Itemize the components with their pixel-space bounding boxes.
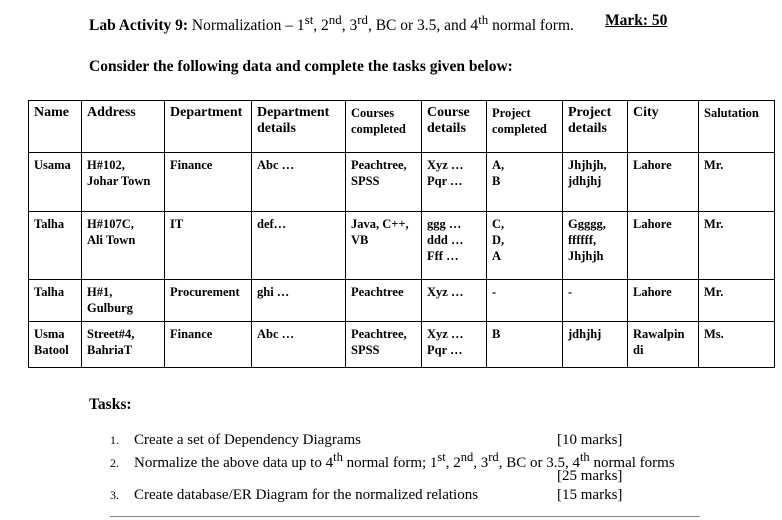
data-table [28,100,775,368]
table-cell: Peachtree, SPSS [346,153,422,212]
table-cell: Rawalpin di [628,322,699,368]
table-cell: Lahore [628,153,699,212]
table-cell: Peachtree [346,280,422,322]
task-marks-3: [15 marks] [557,487,623,503]
table-cell: Abc … [252,322,346,368]
table-row [29,322,775,368]
task-item-3 [110,487,478,504]
table-cell: H#107C, Ali Town [82,212,165,280]
divider [110,516,700,517]
table-cell: Jhjhjh, jdhjhj [563,153,628,212]
table-row [29,212,775,280]
table-cell: Lahore [628,280,699,322]
table-cell: A, B [487,153,563,212]
table-cell: Ggggg, ffffff, Jhjhjh [563,212,628,280]
table-cell: IT [165,212,252,280]
table-cell: H#102, Johar Town [82,153,165,212]
table-cell: jdhjhj [563,322,628,368]
column-header: Department [165,101,252,153]
task-number: 2. [110,456,119,470]
table-cell: Xyz … [422,280,487,322]
column-header: Department details [252,101,346,153]
column-header: Name [29,101,82,153]
table-header-row [29,101,775,153]
task-marks-2: [25 marks] [557,468,623,484]
task-text: Create database/ER Diagram for the normalized relations [134,487,479,503]
table-cell: ggg … ddd … Fff … [422,212,487,280]
page-title [89,12,574,35]
instruction-text: Consider the following data and complete the tasks given below: [89,58,513,75]
column-header: Project details [563,101,628,153]
task-number: 3. [110,488,119,502]
table-cell: Usma Batool [29,322,82,368]
column-header: Course details [422,101,487,153]
column-header: Address [82,101,165,153]
table-cell: ghi … [252,280,346,322]
table-cell: Procurement [165,280,252,322]
task-text: Normalize the above data up to 4th normal form; 1st, 2nd, 3rd, BC or 3.5, 4th normal forms [134,450,675,471]
lab-title: Normalization – 1st, 2nd, 3rd, BC or 3.5, and 4th normal form. [191,12,574,35]
table-row [29,153,775,212]
table-cell: Peachtree, SPSS [346,322,422,368]
table-cell: H#1, Gulburg [82,280,165,322]
column-header: Project completed [487,101,563,153]
task-marks-1: [10 marks] [557,432,623,448]
table-cell: Street#4, BahriaT [82,322,165,368]
table-row [29,280,775,322]
table-cell: Talha [29,280,82,322]
table-cell: Xyz … Pqr … [422,322,487,368]
table-cell: - [563,280,628,322]
lab-label: Lab Activity 9: [89,17,189,35]
table-cell: Finance [165,153,252,212]
table-cell: Mr. [699,280,775,322]
task-item-1 [110,432,361,449]
table-cell: - [487,280,563,322]
table-cell: Mr. [699,153,775,212]
column-header: City [628,101,699,153]
table-cell: Ms. [699,322,775,368]
table-cell: def… [252,212,346,280]
table-cell: C, D, A [487,212,563,280]
task-number: 1. [110,433,119,447]
tasks-title: Tasks: [89,396,132,413]
table-cell: Java, C++, VB [346,212,422,280]
column-header: Salutation [699,101,775,153]
table-cell: Mr. [699,212,775,280]
column-header: Courses completed [346,101,422,153]
table-cell: Usama [29,153,82,212]
table-cell: Finance [165,322,252,368]
table-cell: B [487,322,563,368]
table-cell: Abc … [252,153,346,212]
table-cell: Talha [29,212,82,280]
task-text: Create a set of Dependency Diagrams [134,432,361,448]
total-mark: Mark: 50 [605,12,668,29]
table-cell: Lahore [628,212,699,280]
table-cell: Xyz … Pqr … [422,153,487,212]
